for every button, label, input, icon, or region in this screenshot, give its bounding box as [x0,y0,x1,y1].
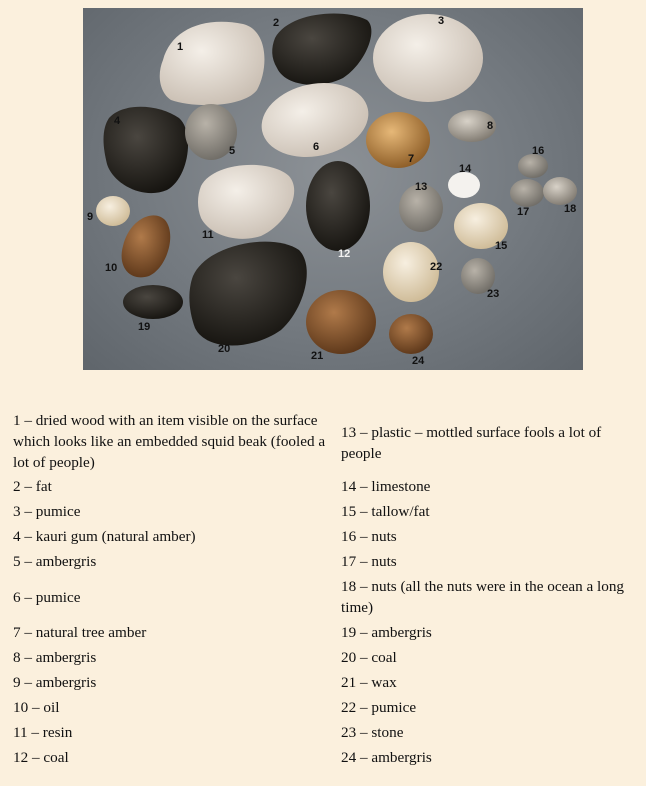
label-1: 1 [177,41,184,53]
legend-item-22: 22 – pumice [341,699,417,716]
legend-item-24: 24 – ambergris [341,749,432,766]
label-7: 7 [408,153,415,165]
legend-item-9: 9 – ambergris [13,674,97,691]
legend-item-14: 14 – limestone [341,478,431,495]
label-23: 23 [487,288,500,300]
label-17: 17 [517,206,530,218]
specimen-1 [160,22,265,105]
label-15: 15 [495,240,508,252]
specimen-9 [96,196,130,226]
label-11: 11 [202,229,214,241]
label-21: 21 [311,350,324,362]
specimen-2 [272,14,371,85]
legend-item-1: 1 – dried wood with an item visible on the surface which looks like an embedded squid beak (fooled a lot of people) [13,412,326,471]
label-24: 24 [412,355,425,367]
specimen-14 [448,172,480,198]
specimen-7 [366,112,430,168]
label-14: 14 [459,163,472,175]
legend-item-20: 20 – coal [341,649,397,666]
legend-item-2: 2 – fat [13,478,52,495]
specimen-19 [123,285,183,319]
legend-item-12: 12 – coal [13,749,69,766]
label-8: 8 [487,120,494,132]
legend-item-13: 13 – plastic – mottled surface fools a lot of people [341,424,602,462]
legend [13,410,633,780]
specimen-3 [373,14,483,102]
legend-item-3: 3 – pumice [13,503,81,520]
specimen-photo [83,8,583,370]
legend-item-17: 17 – nuts [341,553,397,570]
legend-item-11: 11 – resin [13,724,73,741]
specimen-photo-drawing [83,8,583,370]
specimen-10 [122,215,171,277]
label-9: 9 [87,211,94,223]
label-5: 5 [229,145,236,157]
label-20: 20 [218,343,231,355]
label-4: 4 [114,115,121,127]
legend-item-23: 23 – stone [341,724,404,741]
specimen-21 [306,290,376,354]
label-10: 10 [105,262,118,274]
specimen-16 [518,154,548,178]
legend-item-8: 8 – ambergris [13,649,97,666]
label-18: 18 [564,203,577,215]
label-16: 16 [532,145,545,157]
legend-item-19: 19 – ambergris [341,624,432,641]
legend-item-6: 6 – pumice [13,588,81,606]
label-19: 19 [138,321,151,333]
specimen-12 [306,161,370,251]
legend-item-10: 10 – oil [13,699,60,716]
specimen-20 [189,242,306,346]
legend-item-18: 18 – nuts (all the nuts were in the ocean a long time) [341,578,625,616]
specimen-18 [543,177,577,205]
label-6: 6 [313,141,320,153]
specimen-24 [389,314,433,354]
specimen-17 [510,179,544,207]
legend-item-21: 21 – wax [341,674,397,691]
legend-item-4: 4 – kauri gum (natural amber) [13,528,196,545]
label-22: 22 [430,261,443,273]
legend-item-7: 7 – natural tree amber [13,624,147,641]
label-2: 2 [273,17,280,29]
label-12: 12 [338,248,351,260]
legend-item-16: 16 – nuts [341,528,397,545]
label-3: 3 [438,15,445,27]
legend-item-5: 5 – ambergris [13,553,97,570]
specimen-11 [198,165,294,239]
legend-item-15: 15 – tallow/fat [341,503,430,520]
label-13: 13 [415,181,428,193]
